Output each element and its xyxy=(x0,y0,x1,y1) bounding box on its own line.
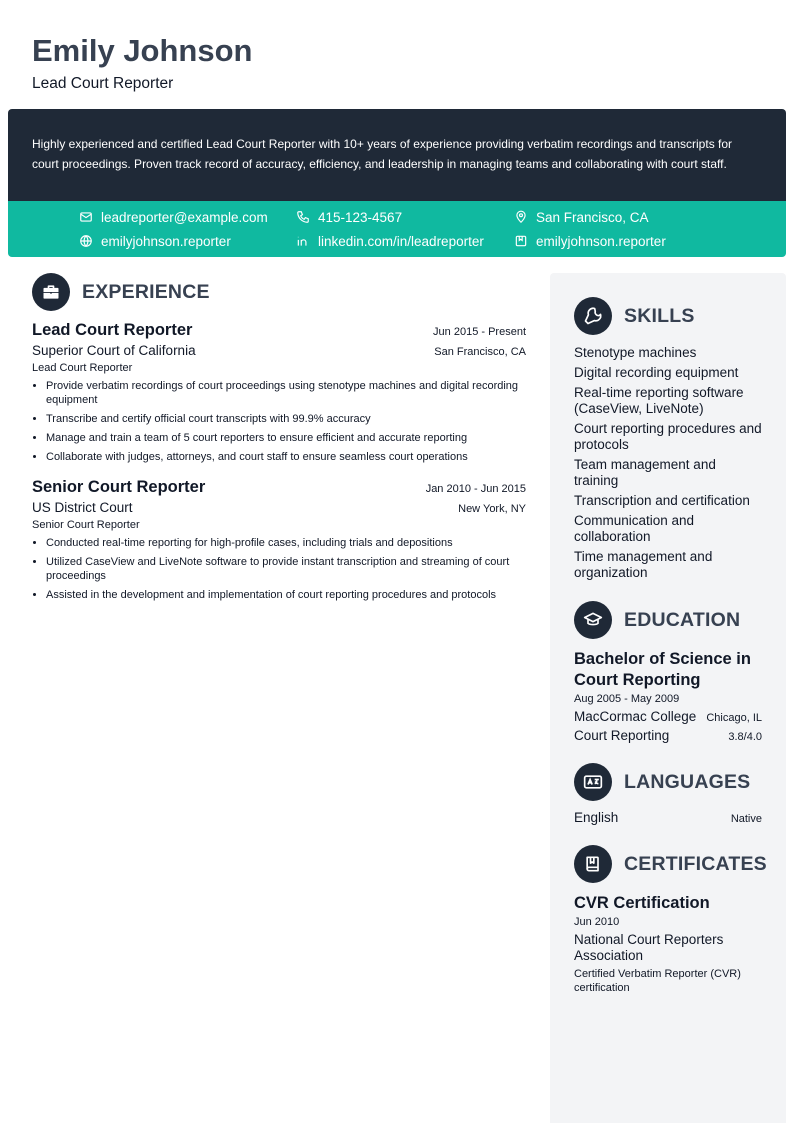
job-location: New York, NY xyxy=(458,503,526,515)
certificates-heading-row xyxy=(574,845,767,883)
education-field: Court Reporting xyxy=(574,728,670,743)
translate-icon xyxy=(574,763,612,801)
skill-item: Real-time reporting software (CaseView, LiveNote) xyxy=(574,385,744,416)
list-item: • Transcribe and certify official court transcripts with 99.9% accuracy xyxy=(46,412,526,426)
website-text: emilyjohnson.reporter xyxy=(101,233,231,249)
job-company: US District Court xyxy=(32,500,133,515)
candidate-title: Lead Court Reporter xyxy=(32,75,174,92)
phone-icon xyxy=(296,210,310,224)
summary-section xyxy=(8,109,786,201)
education-gpa: 3.8/4.0 xyxy=(728,731,762,743)
education-degree: Bachelor of Science in Court Reporting xyxy=(574,650,751,689)
language-item xyxy=(574,810,762,825)
job-role: Lead Court Reporter xyxy=(32,362,133,374)
list-item: • Manage and train a team of 5 court reporters to ensure efficient and accurate reporting xyxy=(46,431,526,445)
job-company: Superior Court of California xyxy=(32,343,196,358)
location-text: San Francisco, CA xyxy=(536,209,649,225)
education-school: MacCormac College xyxy=(574,709,697,724)
globe-icon xyxy=(79,234,93,248)
skill-item: Court reporting procedures and protocols xyxy=(574,421,762,452)
linkedin-icon xyxy=(296,234,310,248)
language-name: English xyxy=(574,810,619,825)
certificate-date: Jun 2010 xyxy=(574,916,620,928)
summary-text: Highly experienced and certified Lead Court Reporter with 10+ years of experience providing verbatim recordings and transcripts for court proceedings. Proven track record of accuracy, efficiency, and leadership in managing teams and collaborating with court staff. xyxy=(32,137,733,171)
contact-email[interactable] xyxy=(79,208,268,226)
skill-item: Transcription and certification xyxy=(574,493,750,508)
languages-heading-row xyxy=(574,763,762,801)
skills-heading: SKILLS xyxy=(624,304,695,327)
list-item: • Provide verbatim recordings of court proceedings using stenotype machines and digital recording equipment xyxy=(46,379,526,407)
skill-item: Stenotype machines xyxy=(574,345,697,360)
job-location: San Francisco, CA xyxy=(434,346,526,358)
job-bullets xyxy=(32,379,526,464)
job-title: Lead Court Reporter xyxy=(32,321,193,339)
map-pin-icon xyxy=(514,210,528,224)
education-heading: EDUCATION xyxy=(624,608,741,631)
job-bullets xyxy=(32,536,526,602)
education-dates: Aug 2005 - May 2009 xyxy=(574,693,680,705)
experience-section xyxy=(32,273,526,607)
experience-heading-row xyxy=(32,273,526,311)
language-level: Native xyxy=(730,813,762,825)
contact-phone[interactable] xyxy=(296,208,402,226)
skill-item: Team management and training xyxy=(574,457,716,488)
skills-list xyxy=(574,345,762,581)
graduation-cap-icon xyxy=(574,601,612,639)
resume-header xyxy=(32,34,252,93)
certificate-name: CVR Certification xyxy=(574,894,710,912)
contact-bar xyxy=(8,201,786,257)
job-title: Senior Court Reporter xyxy=(32,478,206,496)
email-text: leadreporter@example.com xyxy=(101,209,268,225)
skill-item: Digital recording equipment xyxy=(574,365,739,380)
contact-website[interactable] xyxy=(79,232,231,250)
skill-item: Time management and organization xyxy=(574,549,713,580)
certificate-description: Certified Verbatim Reporter (CVR) certification xyxy=(574,968,741,994)
portfolio-icon xyxy=(514,234,528,248)
skills-heading-row xyxy=(574,297,762,335)
experience-heading: EXPERIENCE xyxy=(82,280,210,303)
linkedin-text: linkedin.com/in/leadreporter xyxy=(318,233,484,249)
job-entry xyxy=(32,478,526,602)
wrench-icon xyxy=(574,297,612,335)
list-item: • Utilized CaseView and LiveNote software to provide instant transcription and streaming of court proceedings xyxy=(46,555,526,583)
job-entry xyxy=(32,321,526,464)
candidate-name: Emily Johnson xyxy=(32,33,253,68)
portfolio-text: emilyjohnson.reporter xyxy=(536,233,666,249)
contact-portfolio[interactable] xyxy=(514,232,666,250)
education-heading-row xyxy=(574,601,762,639)
education-location: Chicago, IL xyxy=(706,712,762,724)
mail-icon xyxy=(79,210,93,224)
phone-text: 415-123-4567 xyxy=(318,209,403,225)
list-item: • Assisted in the development and implementation of court reporting procedures and protocols xyxy=(46,588,526,602)
briefcase-icon xyxy=(32,273,70,311)
list-item: • Conducted real-time reporting for high-profile cases, including trials and depositions xyxy=(46,536,526,550)
contact-linkedin[interactable] xyxy=(296,232,484,250)
job-dates: Jan 2010 - Jun 2015 xyxy=(425,483,526,495)
job-dates: Jun 2015 - Present xyxy=(433,326,526,338)
skill-item: Communication and collaboration xyxy=(574,513,695,544)
certificate-issuer: National Court Reporters Association xyxy=(574,932,724,963)
book-icon xyxy=(574,845,612,883)
job-role: Senior Court Reporter xyxy=(32,519,140,531)
certificates-heading: CERTIFICATES xyxy=(624,852,767,875)
contact-location xyxy=(514,208,649,226)
list-item: • Collaborate with judges, attorneys, and court staff to ensure seamless court operations xyxy=(46,450,526,464)
languages-heading: LANGUAGES xyxy=(624,770,751,793)
sidebar xyxy=(550,273,786,1123)
